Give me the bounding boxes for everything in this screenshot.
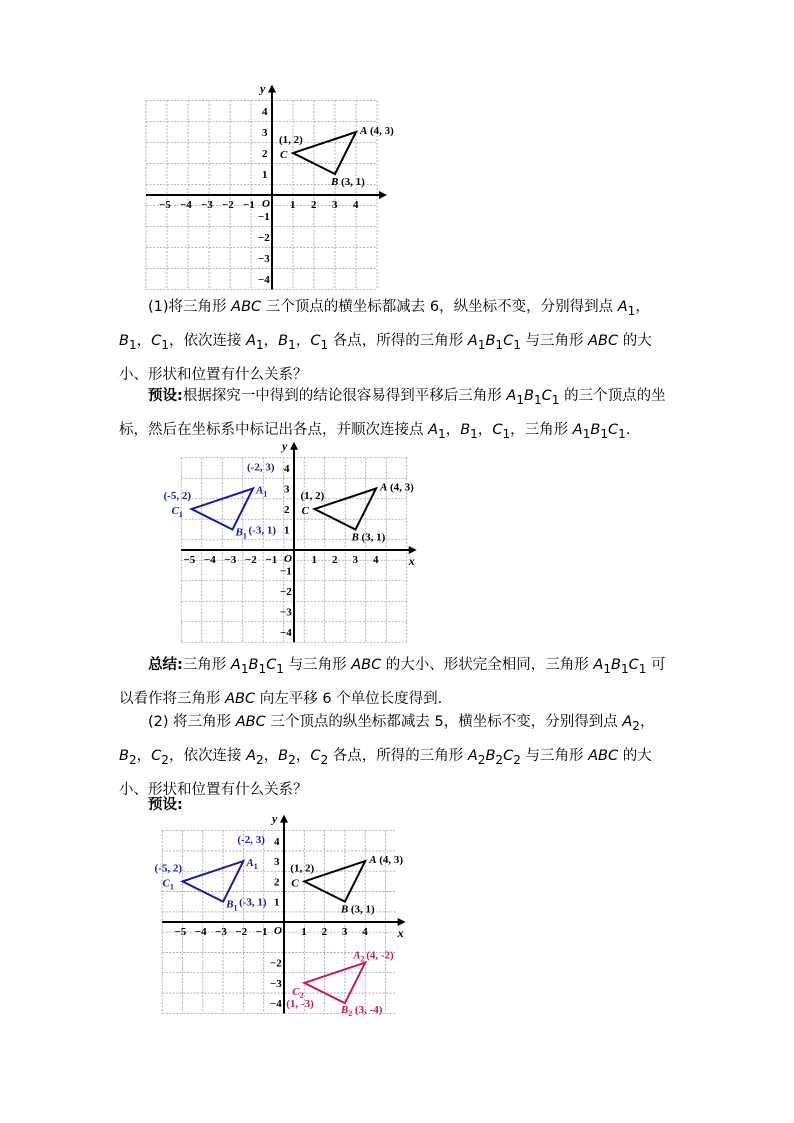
x-tick-label: −5 <box>183 554 196 566</box>
y-tick-label: −3 <box>270 977 282 990</box>
question-2-paragraph: (2) 将三角形 ABC 三个顶点的纵坐标都减去 5，横坐标不变，分别得到点 $A_2$，$B_2$，$C_2$，依次连接 $A_2$，$B_2$，$C_2$ 各点，所得的三角形 $A_2B_2C_2$ 与三角形 ABC 的大小、形状和位置有什么关系？ <box>119 714 655 798</box>
vertex-label: C <box>280 149 288 161</box>
prediction-label: 预设: <box>148 388 183 404</box>
y-tick-label: 3 <box>262 127 268 139</box>
summary-label: 总结: <box>148 657 183 673</box>
y-tick-label: −2 <box>270 957 282 970</box>
vertex-label: A <box>380 481 388 494</box>
y-tick-label: 4 <box>284 463 290 475</box>
y-tick-label: 2 <box>262 148 268 160</box>
summary-paragraph: 总结:三角形 $A_1B_1C_1$ 与三角形 ABC 的大小、形状完全相同，三角形 $A_1B_1C_1$ 可以看作将三角形 ABC 向左平移 6 个单位长度得到. <box>119 657 666 707</box>
vertex-coordinate: (4, 3) <box>370 125 394 137</box>
origin-label: O <box>262 198 270 210</box>
x-tick-label: −2 <box>235 926 248 938</box>
prediction-2-label: 预设: <box>148 797 183 813</box>
x-tick-label: 3 <box>341 926 348 938</box>
triangle-a1b1c1 <box>155 834 267 913</box>
y-tick-label: −2 <box>280 586 292 598</box>
vertex-label: C <box>301 505 309 517</box>
vertex-label: C <box>291 877 299 890</box>
x-tick-label: 1 <box>301 926 307 938</box>
y-axis-arrow <box>280 815 288 823</box>
vertex-label: $A_1$ <box>246 857 258 872</box>
vertex-coordinate: (4, 3) <box>390 481 414 494</box>
x-axis-label: x <box>397 926 404 940</box>
x-tick-label: −3 <box>201 199 213 211</box>
vertex-coordinate: (3, 1) <box>341 176 365 188</box>
vertex-label: B <box>331 176 339 188</box>
y-tick-label: 3 <box>274 856 280 869</box>
y-tick-label: −1 <box>280 565 292 578</box>
vertex-coordinate: (1, 2) <box>300 490 325 502</box>
question-1-paragraph: (1)将三角形 ABC 三个顶点的横坐标都减去 6，纵坐标不变，分别得到点 $A_1$，$B_1$，$C_1$，依次连接 $A_1$，$B_1$，$C_1$ 各点，所得的三角形 $A_1B_1C_1$ 与三角形 ABC 的大小、形状和位置有什么关系？ <box>119 299 652 383</box>
x-tick-label: 3 <box>332 199 338 211</box>
y-axis-label: y <box>272 811 278 826</box>
vertex-label: $B_1$ <box>226 898 238 913</box>
x-tick-label: −1 <box>265 554 278 566</box>
y-tick-label: 2 <box>284 504 290 516</box>
y-tick-label: 3 <box>284 483 290 496</box>
y-tick-label: 1 <box>284 524 290 537</box>
vertex-coordinate: (3, -4) <box>354 1004 383 1017</box>
vertex-coordinate: (4, 3) <box>379 854 404 867</box>
vertex-coordinate: (4, -2) <box>366 949 394 962</box>
vertex-label: $C_1$ <box>171 505 183 519</box>
x-tick-label: 2 <box>321 926 328 938</box>
x-tick-label: 1 <box>290 199 296 211</box>
vertex-coordinate: (-2, 3) <box>247 461 275 474</box>
y-tick-label: 2 <box>274 876 280 889</box>
x-tick-label: 4 <box>362 926 368 938</box>
y-tick-label: −4 <box>280 627 292 639</box>
vertex-coordinate: (-2, 3) <box>237 834 265 847</box>
x-tick-label: 2 <box>311 199 317 211</box>
y-tick-label: −4 <box>258 274 270 286</box>
vertex-label: $A_1$ <box>256 484 268 499</box>
y-axis-label: y <box>282 438 288 453</box>
x-tick-label: −4 <box>194 926 207 938</box>
triangle-abc <box>290 854 403 916</box>
x-axis-arrow <box>398 918 406 926</box>
vertex-coordinate: (-5, 2) <box>154 862 182 875</box>
vertex-coordinate: (1, 2) <box>279 134 303 146</box>
vertex-label: B <box>351 531 359 544</box>
vertex-label: B <box>340 903 349 916</box>
x-tick-label: −3 <box>215 926 227 938</box>
x-tick-label: 3 <box>352 554 358 566</box>
vertex-label: A <box>360 125 368 137</box>
vertex-label: $B_1$ <box>235 526 247 541</box>
y-tick-label: 1 <box>274 896 280 909</box>
vertex-coordinate: (1, -3) <box>286 997 314 1010</box>
vertex-coordinate: (3, 1) <box>350 903 375 916</box>
vertex-coordinate: (-3, 1) <box>239 896 267 909</box>
x-tick-label: −5 <box>159 199 171 211</box>
x-axis-label: x <box>408 554 415 568</box>
vertex-label: $C_1$ <box>162 877 174 892</box>
vertex-label: $A_2$ <box>353 949 365 964</box>
vertex-label: A <box>369 854 377 867</box>
prediction-1-paragraph: 预设:根据探究一中得到的结论很容易得到平移后三角形 $A_1B_1C_1$ 的三个顶点的坐标，然后在坐标系中标记出各点，并顺次连接点 $A_1$，$B_1$，$C_1$，三角形 $A_1B_1C_1$. <box>119 388 666 441</box>
x-tick-label: −1 <box>255 926 268 938</box>
triangle-outline <box>183 861 244 902</box>
y-tick-label: 4 <box>262 106 268 118</box>
x-tick-label: −4 <box>180 199 192 211</box>
vertex-coordinate: (1, 2) <box>290 862 315 875</box>
x-tick-label: 4 <box>353 199 359 211</box>
vertex-coordinate: (3, 1) <box>361 531 386 544</box>
y-tick-label: −1 <box>258 211 270 223</box>
x-tick-label: −5 <box>174 926 187 938</box>
y-tick-label: −3 <box>280 606 292 619</box>
vertex-label: $C_2$ <box>292 985 304 1000</box>
y-tick-label: −3 <box>258 253 270 265</box>
y-tick-label: 1 <box>262 169 268 181</box>
vertex-coordinate: (-5, 2) <box>163 490 191 502</box>
x-tick-label: −1 <box>243 199 255 211</box>
x-tick-label: −2 <box>222 199 234 211</box>
x-tick-label: 1 <box>311 554 317 566</box>
y-tick-label: −2 <box>258 232 270 244</box>
origin-label: O <box>284 553 292 565</box>
x-tick-label: 2 <box>332 554 338 566</box>
x-tick-label: 4 <box>373 554 379 566</box>
triangle-a2b2c2 <box>286 950 394 1019</box>
vertex-label: $B_2$ <box>340 1004 353 1019</box>
x-tick-label: −4 <box>204 554 216 566</box>
x-tick-label: −3 <box>224 554 237 566</box>
y-tick-label: 4 <box>274 835 280 848</box>
x-tick-label: −2 <box>245 554 257 566</box>
vertex-coordinate: (-3, 1) <box>248 524 276 537</box>
y-axis-label: y <box>260 81 266 96</box>
origin-label: O <box>274 925 282 937</box>
y-tick-label: −4 <box>270 998 282 1011</box>
